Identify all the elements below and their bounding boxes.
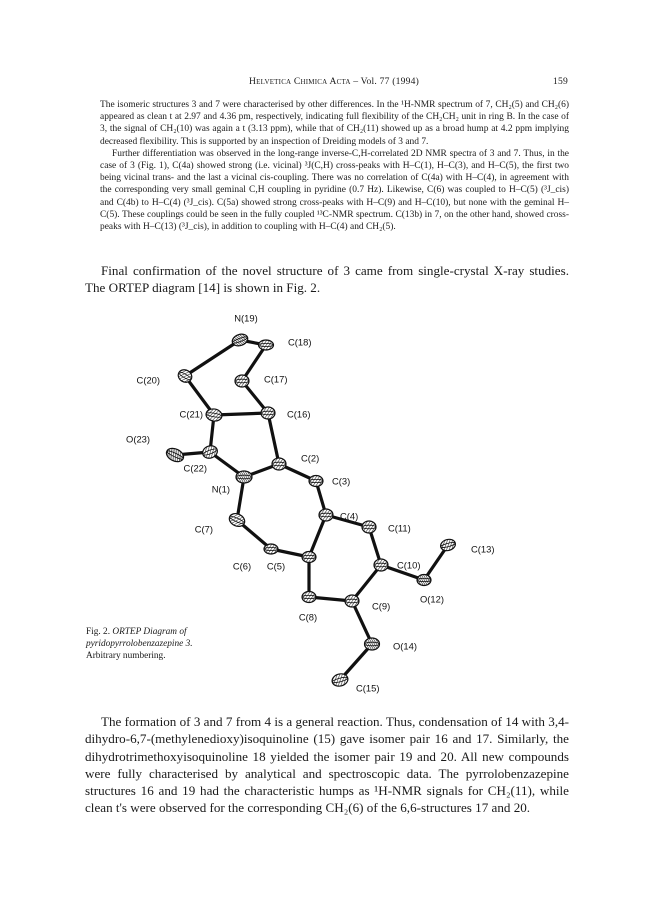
atom-ellipsoid <box>235 375 249 387</box>
atom-label: C(4) <box>340 510 359 522</box>
figure-caption <box>86 626 232 662</box>
bond-line <box>268 413 279 464</box>
atom-ellipsoid <box>264 544 278 554</box>
caption-label: Fig. 2. <box>86 627 111 637</box>
atom-ellipsoid <box>345 595 359 607</box>
atom-ellipsoid <box>236 471 252 483</box>
paragraph-xray: Final confirmation of the novel structure of 3 came from single-crystal X-ray studies. The ORTEP diagram [14] is shown in Fig. 2. <box>85 263 569 296</box>
atom-ellipsoid <box>205 408 223 423</box>
atom-label: C(13) <box>471 543 495 555</box>
atom-ellipsoid <box>417 575 431 586</box>
paragraph-general-reaction: The formation of 3 and 7 from 4 is a general reaction. Thus, condensation of 14 with 3,4-dihydro-6,7-(methylenedioxy)isoquinoline (15) gave isomer pair 16 and 17. Similarly, the dihydrotrimethoxyisoquinoline 18 yielded the isomer pair 19 and 20. All new compounds were fully characterised by analytical and spectroscopic data. The pyrrolobenzazepine structures 16 and 19 had the characteristic humps as ¹H-NMR signals for CH₂(11), while clean t's were observed for the corresponding CH₂(6) of the 6,6-structures 17 and 20. <box>85 714 569 816</box>
atom-ellipsoid <box>365 638 380 650</box>
body-text-bottom <box>85 713 569 817</box>
atom-label: C(3) <box>332 475 351 487</box>
atom-label: C(9) <box>372 600 391 612</box>
bond-line <box>185 340 240 376</box>
journal-volume: – Vol. 77 (1994) <box>353 76 419 87</box>
atom-ellipsoid <box>439 538 456 553</box>
atom-label: C(20) <box>136 374 160 386</box>
atom-label: C(7) <box>194 523 213 535</box>
atom-label: C(6) <box>232 560 252 572</box>
atom-label: C(22) <box>183 462 207 474</box>
atom-ellipsoid <box>319 509 333 521</box>
caption-title: ORTEP Diagram of pyridopyrrolobenzazepine 3. <box>86 627 193 649</box>
page-number: 159 <box>553 76 568 87</box>
atom-label: N(1) <box>211 483 230 495</box>
atom-label: O(23) <box>126 433 150 445</box>
atom-label: C(10) <box>397 559 421 571</box>
atom-label: C(5) <box>266 560 286 572</box>
atom-label: C(18) <box>288 336 312 348</box>
atom-label: C(8) <box>298 611 318 623</box>
atom-label: C(2) <box>301 452 320 464</box>
paragraph-2d-nmr: Further differentiation was observed in the long-range inverse-C,H-correlated 2D NMR spectra of 3 and 7. Thus, in the case of 3 (Fig. 1), C(4a) showed strong (i.e. vicinal) ³J(C,H) cross-peaks with H–C(1), H–C(3), and H–C(5), the first two being vicinal trans- and the last a vicinal cis-coupling. There was no correlation of C(4a) with H–C(4), in agreement with the corresponding very small geminal C,H coupling in pyridine (0.7 Hz). Likewise, C(6) was coupled to H–C(5) (³J_cis) and C(4b) to H–C(4) (³J_cis). C(5a) showed strong cross-peaks with H–C(9) and H–C(10), but none with the geminal H–C(5). These couplings could be seen in the fully coupled ¹³C-NMR spectrum. C(13b) in 7, on the other hand, showed cross-peaks with H–C(13) (³J_cis), in addition to coupling with H–C(4) and CH₂(5). <box>100 148 569 233</box>
atom-label: O(14) <box>393 640 417 652</box>
atom-label: C(15) <box>356 682 380 694</box>
atom-label: C(21) <box>179 408 203 420</box>
journal-name: Helvetica Chimica Acta <box>249 76 351 87</box>
bond-line <box>309 515 326 557</box>
atom-ellipsoid <box>374 559 388 571</box>
atom-label: C(11) <box>388 522 411 534</box>
atom-ellipsoid <box>259 340 274 350</box>
paragraph-isomeric-structures: The isomeric structures 3 and 7 were characterised by other differences. In the ¹H-NMR spectrum of 7, CH₂(5) and CH₂(6) appeared as clean t at 2.97 and 4.36 pm, respectively, indicating full flexibility of the CH₂CH₂ unit in ring B. In the case of 3, the signal of CH₂(10) was again a t (3.13 ppm), while that of CH₂(11) showed up as a broad hump at 4.2 ppm implying decreased flexibility. This is supported by an inspection of Dreiding models of 3 and 7. <box>100 100 569 147</box>
atom-ellipsoid <box>362 521 376 533</box>
bond-line <box>352 601 372 644</box>
atom-ellipsoid <box>261 407 275 419</box>
atom-label: O(12) <box>420 593 444 605</box>
atom-label: C(17) <box>264 373 288 385</box>
atom-ellipsoid <box>164 446 185 464</box>
atom-label: C(16) <box>287 408 311 420</box>
atom-ellipsoid <box>302 592 316 603</box>
atom-ellipsoid <box>302 552 316 563</box>
atom-ellipsoid <box>309 476 323 487</box>
atom-ellipsoid <box>272 458 286 470</box>
atom-label: N(19) <box>234 312 258 324</box>
caption-note: Arbitrary numbering. <box>86 651 166 661</box>
